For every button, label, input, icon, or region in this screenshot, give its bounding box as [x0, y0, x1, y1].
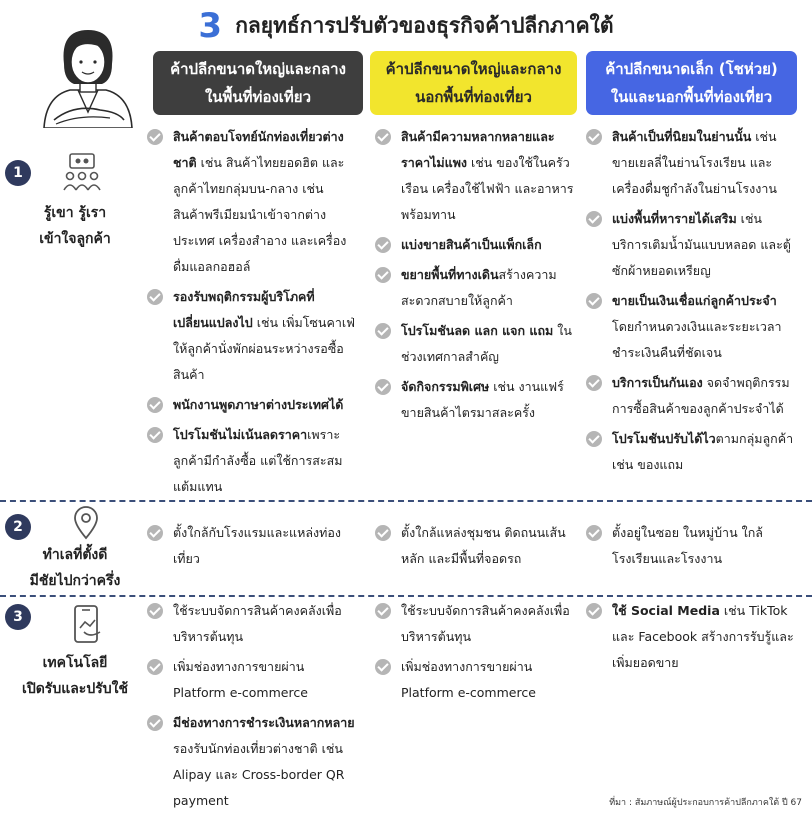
list-item: เพิ่มช่องทางการขายผ่าน Platform e-commerce	[375, 654, 575, 706]
list-item: พนักงานพูดภาษาต่างประเทศได้	[147, 392, 355, 418]
list-item: โปรโมชันไม่เน้นลดราคาเพราะลูกค้ามีกำลังซื้อ แต่ใช้การสะสมแต้มแทน	[147, 422, 355, 500]
check-icon	[375, 603, 391, 619]
list-item: บริการเป็นกันเอง จดจำพฤติกรรมการซื้อสินค้าของลูกค้าประจำได้	[586, 370, 800, 422]
list-item: รองรับพฤติกรรมผู้บริโภคที่เปลี่ยนแปลงไป เช่น เพิ่มโซนคาเฟ่ให้ลูกค้านั่งพักผ่อนระหว่างรอซื้อสินค้า	[147, 284, 355, 388]
list-item: ตั้งใกล้กับโรงแรมและแหล่งท่องเที่ยว	[147, 520, 355, 572]
cell-r3-c2	[375, 598, 575, 710]
cell-r2-c2	[375, 520, 575, 576]
cell-r1-c3	[586, 124, 800, 482]
cell-r3-c1	[147, 598, 355, 818]
check-icon	[375, 129, 391, 145]
list-item: แบ่งขายสินค้าเป็นแพ็กเล็ก	[375, 232, 575, 258]
check-icon	[375, 659, 391, 675]
row-label-line1: เทคโนโลยี	[42, 655, 108, 671]
column-header-line2: ในพื้นที่ท่องเที่ยว	[204, 88, 312, 106]
check-icon	[147, 397, 163, 413]
check-icon	[147, 427, 163, 443]
row-number-badge: 2	[5, 514, 31, 540]
smartphone-icon	[70, 604, 104, 644]
check-icon	[147, 603, 163, 619]
list-item: ใช้ Social Media เช่น TikTok และ Facebook สร้างการรับรู้และเพิ่มยอดขาย	[586, 598, 800, 676]
row-number-badge: 3	[5, 604, 31, 630]
list-item: ขายเป็นเงินเชื่อแก่ลูกค้าประจำ โดยกำหนดวงเงินและระยะเวลาชำระเงินคืนที่ชัดเจน	[586, 288, 800, 366]
location-pin-icon	[72, 506, 100, 540]
row-divider	[0, 500, 812, 502]
check-icon	[147, 715, 163, 731]
check-icon	[586, 603, 602, 619]
check-icon	[586, 431, 602, 447]
row-label-understand-customer	[0, 200, 150, 252]
customer-group-icon	[62, 152, 102, 192]
source-footnote: ที่มา : สัมภาษณ์ผู้ประกอบการค้าปลีกภาคใต้ ปี 67	[609, 798, 802, 808]
check-icon	[147, 129, 163, 145]
check-icon	[586, 129, 602, 145]
check-icon	[586, 211, 602, 227]
check-icon	[147, 659, 163, 675]
column-header-line2: ในและนอกพื้นที่ท่องเที่ยว	[610, 88, 773, 106]
cell-r2-c3	[586, 520, 800, 576]
column-header-line1: ค้าปลีกขนาดเล็ก (โชห่วย)	[605, 60, 778, 78]
businesswoman-illustration	[40, 24, 136, 128]
list-item: ตั้งใกล้แหล่งชุมชน ติดถนนเส้นหลัก และมีพื้นที่จอดรถ	[375, 520, 575, 572]
row-label-technology	[0, 650, 150, 702]
check-icon	[375, 237, 391, 253]
list-item: แบ่งพื้นที่หารายได้เสริม เช่น บริการเติมน้ำมันแบบหลอด และตู้ซักผ้าหยอดเหรียญ	[586, 206, 800, 284]
column-header-line1: ค้าปลีกขนาดใหญ่และกลาง	[170, 60, 346, 78]
column-header-line2: นอกพื้นที่ท่องเที่ยว	[415, 88, 532, 106]
row-divider	[0, 595, 812, 597]
list-item: มีช่องทางการชำระเงินหลากหลายรองรับนักท่องเที่ยวต่างชาติ เช่น Alipay และ Cross-border QR payment	[147, 710, 355, 814]
row-label-line1: ทำเลที่ตั้งดี	[42, 547, 108, 563]
row-label-line2: เข้าใจลูกค้า	[39, 231, 111, 247]
list-item: สินค้าเป็นที่นิยมในย่านนั้น เช่น ขายเยลลี่ในย่านโรงเรียน และเครื่องดื่มชูกำลังในย่านโรงงาน	[586, 124, 800, 202]
list-item: ขยายพื้นที่ทางเดินสร้างความสะดวกสบายให้ลูกค้า	[375, 262, 575, 314]
row-label-line2: มีชัยไปกว่าครึ่ง	[29, 573, 121, 589]
list-item: จัดกิจกรรมพิเศษ เช่น งานแฟร์ขายสินค้าไตรมาสละครั้ง	[375, 374, 575, 426]
list-item: สินค้ามีความหลากหลายและราคาไม่แพง เช่น ของใช้ในครัวเรือน เครื่องใช้ไฟฟ้า และอาหารพร้อมทาน	[375, 124, 575, 228]
row-label-line1: รู้เขา รู้เรา	[43, 205, 107, 221]
title-number: 3	[198, 6, 223, 46]
check-icon	[586, 293, 602, 309]
check-icon	[375, 267, 391, 283]
list-item: โปรโมชันลด แลก แจก แถม ในช่วงเทศกาลสำคัญ	[375, 318, 575, 370]
row-label-line2: เปิดรับและปรับใช้	[22, 681, 128, 697]
check-icon	[375, 323, 391, 339]
list-item: สินค้าตอบโจทย์นักท่องเที่ยวต่างชาติ เช่น สินค้าไทยยอดฮิต และลูกค้าไทยกลุ่มบน-กลาง เช่น สินค้าพรีเมียมนำเข้าจากต่างประเทศ เครื่องสำอาง และเครื่องดื่มแอลกอฮอล์	[147, 124, 355, 280]
list-item: โปรโมชันปรับได้ไวตามกลุ่มลูกค้า เช่น ของแถม	[586, 426, 800, 478]
column-header-line1: ค้าปลีกขนาดใหญ่และกลาง	[385, 60, 562, 78]
check-icon	[147, 525, 163, 541]
check-icon	[586, 375, 602, 391]
check-icon	[147, 289, 163, 305]
check-icon	[586, 525, 602, 541]
column-header-large-nontourist	[370, 51, 577, 115]
column-header-small-grocery	[586, 51, 797, 115]
list-item: ใช้ระบบจัดการสินค้าคงคลังเพื่อบริหารต้นทุน	[375, 598, 575, 650]
check-icon	[375, 525, 391, 541]
cell-r2-c1	[147, 520, 355, 576]
title-text: กลยุทธ์การปรับตัวของธุรกิจค้าปลีกภาคใต้	[235, 13, 614, 38]
row-label-location	[0, 542, 150, 594]
list-item: เพิ่มช่องทางการขายผ่าน Platform e-commerce	[147, 654, 355, 706]
list-item: ตั้งอยู่ในซอย ในหมู่บ้าน ใกล้โรงเรียนและโรงงาน	[586, 520, 800, 572]
cell-r3-c3	[586, 598, 800, 680]
check-icon	[375, 379, 391, 395]
column-header-large-tourist	[153, 51, 363, 115]
cell-r1-c1	[147, 124, 355, 504]
row-number-badge: 1	[5, 160, 31, 186]
list-item: ใช้ระบบจัดการสินค้าคงคลังเพื่อบริหารต้นทุน	[147, 598, 355, 650]
cell-r1-c2	[375, 124, 575, 430]
